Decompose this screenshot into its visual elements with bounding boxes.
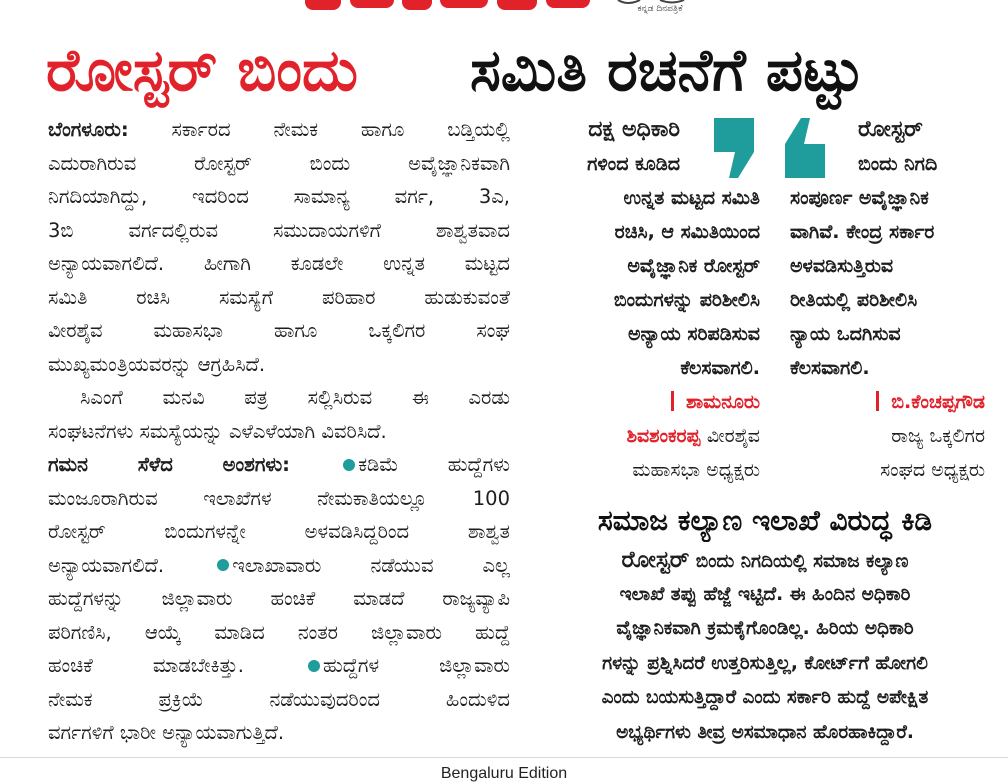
sidebar-line — [540, 543, 990, 578]
story-line — [48, 549, 510, 583]
bullet-icon — [217, 559, 229, 571]
story-line: ನಿಗದಿಯಾಗಿದ್ದು, ಇದರಿಂದ ಸಾಮಾನ್ಯ ವರ್ಗ, 3ಎ, — [48, 185, 510, 208]
quote-line: ಕೆಲಸವಾಗಲಿ. — [790, 357, 870, 379]
story-line-text: ಸರ್ಕಾರದ ನೇಮಕ ಹಾಗೂ ಬಡ್ತಿಯಲ್ಲಿ — [171, 118, 510, 141]
quote-line: ಕೆಲಸವಾಗಲಿ. — [680, 357, 760, 379]
quote-line: ಗಳಿಂದ ಕೂಡಿದ — [587, 153, 680, 175]
quote-attribution — [545, 385, 760, 419]
attribution-marker — [671, 391, 674, 411]
story-line: ರೋಸ್ಟರ್ ಬಿಂದುಗಳನ್ನೇ ಅಳವಡಿಸಿದ್ದರಿಂದ ಶಾಶ್ವತ — [48, 520, 510, 543]
quote-line: ಅನ್ಯಾಯ ಸರಿಪಡಿಸುವ — [628, 323, 760, 345]
bullet-icon — [308, 660, 320, 672]
quote-line: ಸಂಪೂರ್ಣ ಅವೈಜ್ಞಾನಿಕ — [790, 187, 929, 209]
quote-attribution — [545, 419, 760, 453]
attribution-marker — [876, 391, 879, 411]
story-line: ಸಿಎಂಗೆ ಮನವಿ ಪತ್ರ ಸಲ್ಲಿಸಿರುವ ಈ ಎರಡು — [80, 386, 510, 409]
story-line: ಎದುರಾಗಿರುವ ರೋಸ್ಟರ್ ಬಿಂದು ಅವೈಜ್ಞಾನಿಕವಾಗಿ — [48, 151, 510, 175]
sidebar-heading: ಸಮಾಜ ಕಲ್ಯಾಣ ಇಲಾಖೆ ವಿರುದ್ಧ ಕಿಡಿ — [597, 504, 933, 537]
story-line: ಸಮಿತಿ ರಚಿಸಿ ಸಮಸ್ಯೆಗೆ ಪರಿಹಾರ ಹುಡುಕುವಂತೆ — [48, 285, 510, 309]
sidebar-line-text: ಬಿಂದು ನಿಗದಿಯಲ್ಲಿ ಸಮಾಜ ಕಲ್ಯಾಣ — [695, 551, 909, 572]
story-line: ನೇಮಕ ಪ್ರಕ್ರಿಯೆ ನಡೆಯುವುದರಿಂದ ಹಿಂದುಳಿದ — [48, 687, 510, 711]
headline-text: ಸಮಿತಿ ರಚನೆಗೆ ಪಟ್ಟು — [470, 36, 864, 104]
quote-line: ರೋಸ್ಟರ್ — [858, 117, 923, 142]
sidebar-line: ಇಲಾಖೆ ತಪ್ಪು ಹೆಜ್ಜೆ ಇಟ್ಟಿದೆ. ಈ ಹಿಂದಿನ ಅಧಿಕಾರಿ — [619, 583, 911, 605]
sidebar-lead-word: ರೋಸ್ಟರ್ — [621, 547, 690, 573]
story-line: ಅನ್ಯಾಯವಾಗಲಿದೆ. ಹೀಗಾಗಿ ಕೂಡಲೇ ಉನ್ನತ ಮಟ್ಟದ — [48, 252, 510, 275]
quote-attribution — [790, 385, 985, 419]
story-line — [48, 649, 510, 683]
speaker-name: ಬಿ.ಕೆಂಚಪ್ಪಗೌಡ — [891, 391, 985, 413]
dateline: ಬೆಂಗಳೂರು: — [48, 118, 129, 141]
headline-highlight: ರೋಸ್ಟರ್ ಬಿಂದು — [46, 36, 358, 104]
story-line: ಮಂಜೂರಾಗಿರುವ ಇಲಾಖೆಗಳ ನೇಮಕಾತಿಯಲ್ಲೂ 100 — [48, 486, 510, 510]
pull-quote — [545, 113, 760, 487]
quote-line: ಬಿಂದುಗಳನ್ನು ಪರಿಶೀಲಿಸಿ — [613, 289, 760, 311]
sidebar-line: ಅಭ್ಯರ್ಥಿಗಳು ತೀವ್ರ ಅಸಮಾಧಾನ ಹೊರಹಾಕಿದ್ದಾರೆ. — [616, 721, 914, 743]
story-line-text: ಕಡಿಮೆ ಹುದ್ದೆಗಳು — [358, 453, 510, 476]
speaker-designation: ರಾಜ್ಯ ಒಕ್ಕಲಿಗರ — [891, 425, 985, 447]
speaker-designation: ವೀರಶೈವ — [706, 425, 760, 447]
story-line-text: ಹಂಚಿಕೆ ಮಾಡಬೇಕಿತ್ತು. — [48, 654, 244, 677]
sidebar-line: ಎಂದು ಬಯಸುತ್ತಿದ್ದಾರೆ ಎಂದು ಸರ್ಕಾರಿ ಹುದ್ದೆ ಅಪೇಕ್ಷಿತ — [601, 687, 929, 709]
masthead-logo-fragment — [0, 0, 1008, 24]
story-line: ಮುಖ್ಯಮಂತ್ರಿಯವರನ್ನು ಆಗ್ರಹಿಸಿದೆ. — [48, 352, 266, 376]
speaker-name: ಶಿವಶಂಕರಪ್ಪ — [626, 425, 701, 447]
footer-divider — [0, 757, 1008, 758]
sidebar-body — [540, 543, 990, 751]
quote-line: ರಚಿಸಿ, ಆ ಸಮಿತಿಯಿಂದ — [614, 221, 760, 243]
points-label: ಗಮನ ಸೆಳೆದ ಅಂಶಗಳು: — [48, 453, 290, 476]
quote-line: ಉನ್ನತ ಮಟ್ಟದ ಸಮಿತಿ — [623, 187, 760, 209]
story-line-text: ಹುದ್ದೆಗಳ ಜಿಲ್ಲಾವಾರು — [323, 654, 510, 677]
story-column — [48, 113, 510, 750]
story-line: ಸಂಘಟನೆಗಳು ಸಮಸ್ಯೆಯನ್ನು ಎಳೆಎಳೆಯಾಗಿ ವಿವರಿಸಿದೆ. — [48, 419, 387, 443]
story-line-text: ಅನ್ಯಾಯವಾಗಲಿದೆ. — [48, 553, 165, 577]
bullet-icon — [343, 459, 355, 471]
sidebar-line: ಗಳನ್ನು ಪ್ರಶ್ನಿಸಿದರೆ ಉತ್ತರಿಸುತ್ತಿಲ್ಲ, ಕೋರ್ಟ್‌ಗೆ ಹೋಗಲಿ — [602, 652, 928, 674]
quote-line: ವಾಗಿವೆ. ಕೇಂದ್ರ ಸರ್ಕಾರ — [790, 221, 935, 243]
story-line: ಹುದ್ದೆಗಳನ್ನು ಜಿಲ್ಲಾವಾರು ಹಂಚಿಕೆ ಮಾಡದೆ ರಾಜ್ಯವ್ಯಾಪಿ — [48, 587, 510, 610]
speaker-name: ಶಾಮನೂರು — [686, 391, 760, 413]
story-line — [48, 448, 510, 482]
masthead-tagline: ಕನ್ನಡ ದಿನಪತ್ರಿಕೆ — [637, 4, 683, 14]
speaker-designation: ಮಹಾಸಭಾ ಅಧ್ಯಕ್ಷರು — [632, 459, 760, 481]
story-line: ವೀರಶೈವ ಮಹಾಸಭಾ ಹಾಗೂ ಒಕ್ಕಲಿಗರ ಸಂಘ — [48, 319, 510, 342]
quote-line: ಬಿಂದು ನಿಗದಿ — [858, 153, 938, 175]
speaker-designation: ಸಂಘದ ಅಧ್ಯಕ್ಷರು — [880, 459, 985, 481]
quote-line: ಅಳವಡಿಸುತ್ತಿರುವ — [790, 255, 894, 277]
quote-line: ನ್ಯಾಯ ಒದಗಿಸುವ — [790, 323, 901, 345]
edition-label: Bengaluru Edition — [440, 765, 568, 782]
pull-quote — [790, 113, 985, 487]
quote-line: ರೀತಿಯಲ್ಲಿ ಪರಿಶೀಲಿಸಿ — [790, 289, 918, 311]
story-line-text: ಇಲಾಖಾವಾರು ನಡೆಯುವ ಎಲ್ಲ — [232, 553, 510, 577]
quote-line: ಅವೈಜ್ಞಾನಿಕ ರೋಸ್ಟರ್ — [627, 255, 760, 277]
story-line: ಪರಿಗಣಿಸಿ, ಆಯ್ಕೆ ಮಾಡಿದ ನಂತರ ಜಿಲ್ಲಾವಾರು ಹುದ್ದೆ — [48, 620, 510, 644]
story-line: 3ಬಿ ವರ್ಗದಲ್ಲಿರುವ ಸಮುದಾಯಗಳಿಗೆ ಶಾಶ್ವತವಾದ — [48, 218, 510, 242]
sidebar-line: ವೈಜ್ಞಾನಿಕವಾಗಿ ಕ್ರಮಕೈಗೊಂಡಿಲ್ಲ. ಹಿರಿಯ ಅಧಿಕಾರಿ — [616, 618, 914, 640]
story-line — [48, 113, 510, 147]
story-line: ವರ್ಗಗಳಿಗೆ ಭಾರೀ ಅನ್ಯಾಯವಾಗುತ್ತಿದೆ. — [48, 721, 285, 744]
quote-line: ದಕ್ಷ ಅಧಿಕಾರಿ — [588, 117, 680, 142]
